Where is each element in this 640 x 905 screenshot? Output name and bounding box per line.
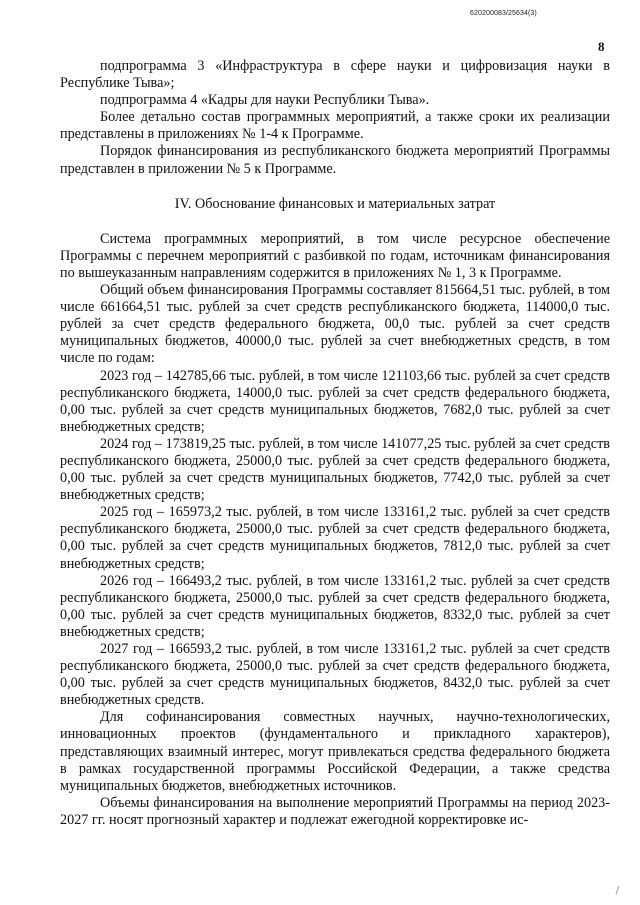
paragraph-details: Более детально состав программных мероприятий, а также сроки их реализации представлены в приложениях № 1-4 к Программе. bbox=[60, 109, 610, 143]
paragraph-year-2027: 2027 год – 166593,2 тыс. рублей, в том числе 133161,2 тыс. рублей за счет средств республиканского бюджета, 25000,0 тыс. рублей за счет средств федерального бюджета, 0,00 тыс. рублей за счет средств муниципальных бюджетов, 8432,0 тыс. рублей за счет внебюджетных средств. bbox=[60, 641, 610, 709]
page-number: 8 bbox=[598, 39, 605, 54]
paragraph-year-2024: 2024 год – 173819,25 тыс. рублей, в том числе 141077,25 тыс. рублей за счет средств республиканского бюджета, 25000,0 тыс. рублей за счет средств федерального бюджета, 0,00 тыс. рублей за счет средств муниципальных бюджетов, 7742,0 тыс. рублей за счет внебюджетных средств; bbox=[60, 435, 610, 504]
paragraph-volumes: Объемы финансирования на выполнение мероприятий Программы на период 2023-2027 гг. носят прогнозный характер и подлежат ежегодной корректировке ис- bbox=[60, 794, 610, 828]
paragraph-year-2025: 2025 год – 165973,2 тыс. рублей, в том числе 133161,2 тыс. рублей за счет средств республиканского бюджета, 25000,0 тыс. рублей за счет средств федерального бюджета, 0,00 тыс. рублей за счет средств муниципальных бюджетов, 7812,0 тыс. рублей за счет внебюджетных средств; bbox=[60, 504, 610, 572]
document-body bbox=[60, 58, 610, 829]
scan-mark bbox=[616, 886, 625, 894]
paragraph-funding-order: Порядок финансирования из республиканского бюджета мероприятий Программы представлен в приложении № 5 к Программе. bbox=[60, 143, 610, 177]
paragraph-year-2026: 2026 год – 166493,2 тыс. рублей, в том числе 133161,2 тыс. рублей за счет средств республиканского бюджета, 25000,0 тыс. рублей за счет средств федерального бюджета, 0,00 тыс. рублей за счет средств муниципальных бюджетов, 8332,0 тыс. рублей за счет внебюджетных средств; bbox=[60, 572, 610, 640]
paragraph-subprogram-4: подпрограмма 4 «Кадры для науки Республики Тыва». bbox=[100, 92, 430, 109]
section-heading: IV. Обоснование финансовых и материальных затрат bbox=[174, 195, 496, 212]
paragraph-subprogram-3: подпрограмма 3 «Инфраструктура в сфере науки и цифровизация науки в Республике Тыва»; bbox=[60, 58, 610, 92]
paragraph-total-funding: Общий объем финансирования Программы составляет 815664,51 тыс. рублей, в том числе 661664,51 тыс. рублей за счет средств республиканского бюджета, 114000,0 тыс. рублей за счет средств федерального бюджета, 00,0 тыс. рублей за счет средств муниципальных бюджетов, 40000,0 тыс. рублей за счет внебюджетных средств, в том числе по годам: bbox=[60, 282, 610, 367]
document-id: 620200083/25634(3) bbox=[470, 10, 537, 17]
paragraph-year-2023: 2023 год – 142785,66 тыс. рублей, в том числе 121103,66 тыс. рублей за счет средств республиканского бюджета, 14000,0 тыс. рублей за счет средств федерального бюджета, 0,00 тыс. рублей за счет средств муниципальных бюджетов, 7682,0 тыс. рублей за счет внебюджетных средств; bbox=[60, 367, 610, 435]
paragraph-cofinancing: Для софинансирования совместных научных, научно-технологических, инновационных проектов (фундаментального и прикладного характеров), представляющих взаимный интерес, могут привлекаться средства федерального бюджета в рамках государственной программы Российской Федерации, а также средства муниципальных бюджетов, внебюджетных источников. bbox=[60, 709, 610, 794]
paragraph-system: Система программных мероприятий, в том числе ресурсное обеспечение Программы с перечнем мероприятий с разбивкой по годам, источникам финансирования по вышеуказанным направлениям содержится в приложениях № 1, 3 к Программе. bbox=[60, 230, 610, 281]
